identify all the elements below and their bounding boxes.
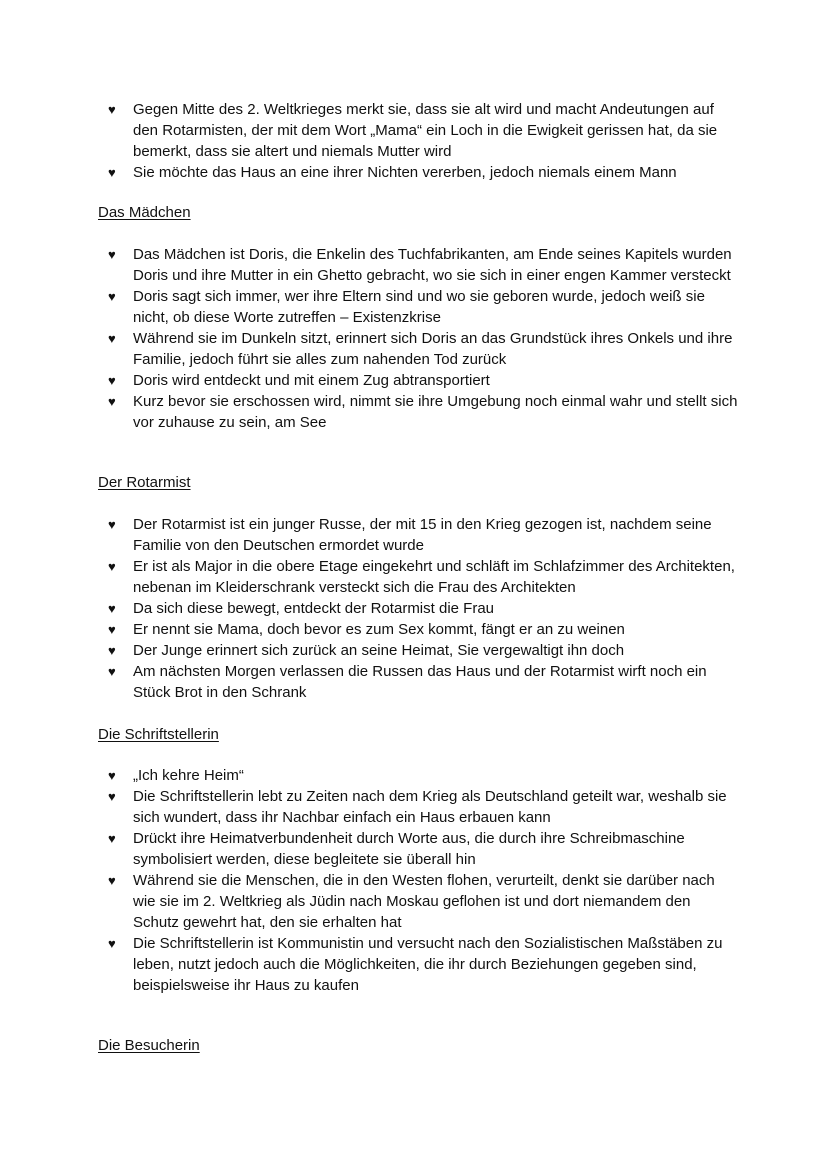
bullet-list — [0, 514, 828, 703]
heart-bullet-icon: ♥ — [108, 247, 116, 262]
section-heading: Der Rotarmist — [98, 474, 191, 491]
list-item — [0, 640, 828, 661]
section-heading: Die Besucherin — [98, 1037, 200, 1054]
heart-bullet-icon: ♥ — [108, 601, 116, 616]
heart-bullet-icon: ♥ — [108, 789, 116, 804]
list-item-text: Doris wird entdeckt und mit einem Zug abtransportiert — [133, 372, 490, 389]
list-item-text: Während sie die Menschen, die in den Westen flohen, verurteilt, denkt sie darüber nach wie sie im 2. Weltkrieg als Jüdin nach Moskau geflohen ist und dort niemandem den Schutz gewehrt hat, den sie erhalten hat — [133, 872, 715, 931]
heart-bullet-icon: ♥ — [108, 936, 116, 951]
list-item-text: Drückt ihre Heimatverbundenheit durch Worte aus, die durch ihre Schreibmaschine symbolisiert werden, diese begleitete sie überall hin — [133, 830, 685, 868]
bullet-list — [0, 244, 828, 433]
heart-bullet-icon: ♥ — [108, 517, 116, 532]
list-item-text: Gegen Mitte des 2. Weltkrieges merkt sie, dass sie alt wird und macht Andeutungen auf den Rotarmisten, der mit dem Wort „Mama“ ein Loch in die Ewigkeit gerissen hat, da sie bemerkt, dass sie altert und niemals Mutter wird — [133, 101, 718, 160]
heart-bullet-icon: ♥ — [108, 373, 116, 388]
list-item — [0, 244, 828, 286]
bullet-list — [0, 99, 828, 183]
heart-bullet-icon: ♥ — [108, 768, 116, 783]
heart-bullet-icon: ♥ — [108, 643, 116, 658]
list-item — [0, 99, 828, 162]
list-item — [0, 933, 828, 996]
list-item — [0, 661, 828, 703]
heart-bullet-icon: ♥ — [108, 165, 116, 180]
list-item — [0, 328, 828, 370]
heart-bullet-icon: ♥ — [108, 664, 116, 679]
list-item-text: Die Schriftstellerin ist Kommunistin und versucht nach den Sozialistischen Maßstäben zu leben, nutzt jedoch auch die Möglichkeiten, die ihr durch Beziehungen gegeben sind, beispielsweise ihr Haus zu kaufen — [133, 935, 723, 994]
list-item — [0, 598, 828, 619]
list-item-text: Er nennt sie Mama, doch bevor es zum Sex kommt, fängt er an zu weinen — [133, 621, 625, 638]
heart-bullet-icon: ♥ — [108, 873, 116, 888]
list-item — [0, 619, 828, 640]
list-item — [0, 765, 828, 786]
list-item-text: Die Schriftstellerin lebt zu Zeiten nach dem Krieg als Deutschland geteilt war, weshalb sie sich wundert, dass ihr Nachbar einfach ein Haus erbauen kann — [133, 788, 727, 826]
section-heading: Die Schriftstellerin — [98, 726, 219, 743]
heart-bullet-icon: ♥ — [108, 559, 116, 574]
list-item-text: Er ist als Major in die obere Etage eingekehrt und schläft im Schlafzimmer des Architekten, nebenan im Kleiderschrank versteckt sich die Frau des Architekten — [133, 558, 735, 596]
list-item — [0, 370, 828, 391]
list-item — [0, 162, 828, 183]
list-item — [0, 286, 828, 328]
heart-bullet-icon: ♥ — [108, 289, 116, 304]
list-item — [0, 514, 828, 556]
heart-bullet-icon: ♥ — [108, 394, 116, 409]
heart-bullet-icon: ♥ — [108, 622, 116, 637]
list-item-text: Kurz bevor sie erschossen wird, nimmt sie ihre Umgebung noch einmal wahr und stellt sich vor zuhause zu sein, am See — [133, 393, 738, 431]
list-item — [0, 870, 828, 933]
list-item — [0, 828, 828, 870]
list-item-text: Da sich diese bewegt, entdeckt der Rotarmist die Frau — [133, 600, 495, 617]
list-item — [0, 391, 828, 433]
list-item — [0, 556, 828, 598]
heart-bullet-icon: ♥ — [108, 331, 116, 346]
list-item-text: Während sie im Dunkeln sitzt, erinnert sich Doris an das Grundstück ihres Onkels und ihre Familie, jedoch führt sie alles zum nahenden Tod zurück — [133, 330, 733, 368]
list-item-text: Das Mädchen ist Doris, die Enkelin des Tuchfabrikanten, am Ende seines Kapitels wurden Doris und ihre Mutter in ein Ghetto gebracht, wo sie sich in einer engen Kammer versteckt — [133, 246, 732, 284]
section-heading: Das Mädchen — [98, 204, 191, 221]
list-item-text: Sie möchte das Haus an eine ihrer Nichten vererben, jedoch niemals einem Mann — [133, 164, 677, 181]
list-item-text: Am nächsten Morgen verlassen die Russen das Haus und der Rotarmist wirft noch ein Stück Brot in den Schrank — [133, 663, 707, 701]
list-item-text: Der Rotarmist ist ein junger Russe, der mit 15 in den Krieg gezogen ist, nachdem seine Familie von den Deutschen ermordet wurde — [133, 516, 712, 554]
list-item-text: Doris sagt sich immer, wer ihre Eltern sind und wo sie geboren wurde, jedoch weiß sie nicht, ob diese Worte zutreffen – Existenzkrise — [133, 288, 705, 326]
heart-bullet-icon: ♥ — [108, 831, 116, 846]
heart-bullet-icon: ♥ — [108, 102, 116, 117]
bullet-list — [0, 765, 828, 996]
list-item — [0, 786, 828, 828]
list-item-text: „Ich kehre Heim“ — [133, 767, 244, 784]
list-item-text: Der Junge erinnert sich zurück an seine Heimat, Sie vergewaltigt ihn doch — [133, 642, 625, 659]
